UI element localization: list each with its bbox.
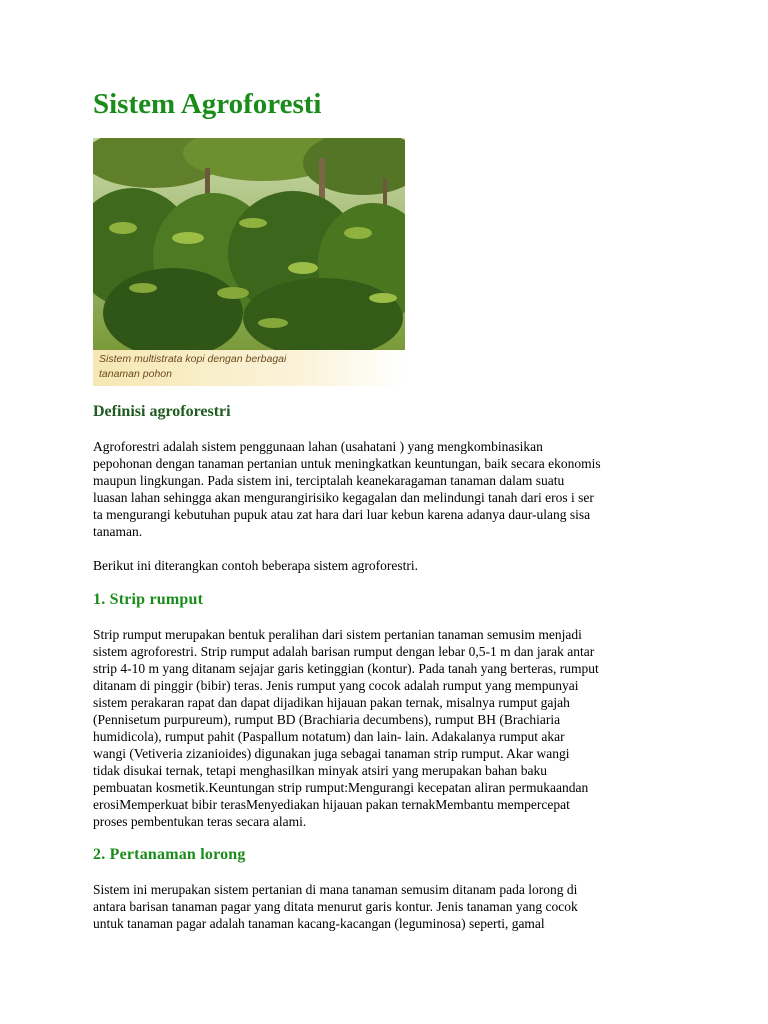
- caption-line: Sistem multistrata kopi dengan berbagai: [99, 353, 287, 365]
- agroforestry-photo: [93, 138, 405, 386]
- paragraph-line: pembuatan kosmetik.Keuntungan strip rumput:Mengurangi kecepatan aliran permukaandan: [93, 780, 589, 795]
- paragraph-line: antara barisan tanaman pagar yang ditata menurut garis kontur. Jenis tanaman yang cocok: [93, 899, 578, 914]
- paragraph-line: ditanam di pinggir (bibir) teras. Jenis rumput yang cocok adalah rumput yang mempunyai: [93, 678, 579, 693]
- definition-paragraph: [93, 438, 601, 540]
- section-heading-strip-rumput: 1. Strip rumput: [93, 591, 204, 608]
- paragraph-line: erosiMemperkuat bibir terasMenyediakan hijauan pakan ternakMembantu mempercepat: [93, 797, 570, 812]
- section-heading-definisi: Definisi agroforestri: [93, 403, 231, 420]
- paragraph-line: Berikut ini diterangkan contoh beberapa sistem agroforestri.: [93, 558, 419, 573]
- caption-line: tanaman pohon: [99, 368, 172, 380]
- paragraph-line: Sistem ini merupakan sistem pertanian di mana tanaman semusim ditanam pada lorong di: [93, 882, 578, 897]
- photo-caption: [99, 352, 339, 382]
- paragraph-line: untuk tanaman pagar adalah tanaman kacang-kacangan (leguminosa) seperti, gamal: [93, 916, 545, 931]
- paragraph-line: humidicola), rumput pahit (Paspallum notatum) dan lain- lain. Adakalanya rumput akar: [93, 729, 565, 744]
- paragraph-line: Strip rumput merupakan bentuk peralihan dari sistem pertanian tanaman semusim menjadi: [93, 627, 582, 642]
- paragraph-line: Agroforestri adalah sistem penggunaan lahan (usahatani ) yang mengkombinasikan: [93, 439, 543, 454]
- paragraph-line: tidak disukai ternak, tetapi menghasilkan minyak atsiri yang merupakan bahan baku: [93, 763, 547, 778]
- paragraph-line: ta mengurangi kebutuhan pupuk atau zat hara dari luar kebun karena adanya daur-ulang sisa: [93, 507, 591, 522]
- strip-rumput-paragraph: [93, 626, 599, 830]
- pertanaman-lorong-paragraph: [93, 881, 578, 932]
- paragraph-line: luasan lahan sehingga akan mengurangirisiko kegagalan dan melindungi tanah dari eros i ser: [93, 490, 594, 505]
- paragraph-line: strip 4-10 m yang ditanam sejajar garis ketinggian (kontur). Pada tanah yang berteras, rumput: [93, 661, 599, 676]
- paragraph-line: pepohonan dengan tanaman pertanian untuk meningkatkan keuntungan, baik secara ekonomis: [93, 456, 601, 471]
- intro-paragraph: [93, 557, 418, 574]
- paragraph-line: maupun lingkungan. Pada sistem ini, terciptalah keanekaragaman tanaman dalam suatu: [93, 473, 565, 488]
- paragraph-line: sistem agroforestri. Strip rumput adalah barisan rumput dengan lebar 0,5-1 m dan jarak antar: [93, 644, 595, 659]
- paragraph-line: sistem perakaran rapat dan dapat dijadikan hijauan pakan ternak, misalnya rumput gajah: [93, 695, 570, 710]
- paragraph-line: wangi (Vetiveria zizanioides) digunakan juga sebagai tanaman strip rumput. Akar wangi: [93, 746, 570, 761]
- paragraph-line: proses pembentukan teras secara alami.: [93, 814, 307, 829]
- section-heading-pertanaman-lorong: 2. Pertanaman lorong: [93, 846, 246, 863]
- coffee-plantation-image: [93, 138, 405, 350]
- paragraph-line: (Pennisetum purpureum), rumput BD (Brachiaria decumbens), rumput BH (Brachiaria: [93, 712, 561, 727]
- paragraph-line: tanaman.: [93, 524, 143, 539]
- document-title: Sistem Agroforesti: [93, 88, 322, 120]
